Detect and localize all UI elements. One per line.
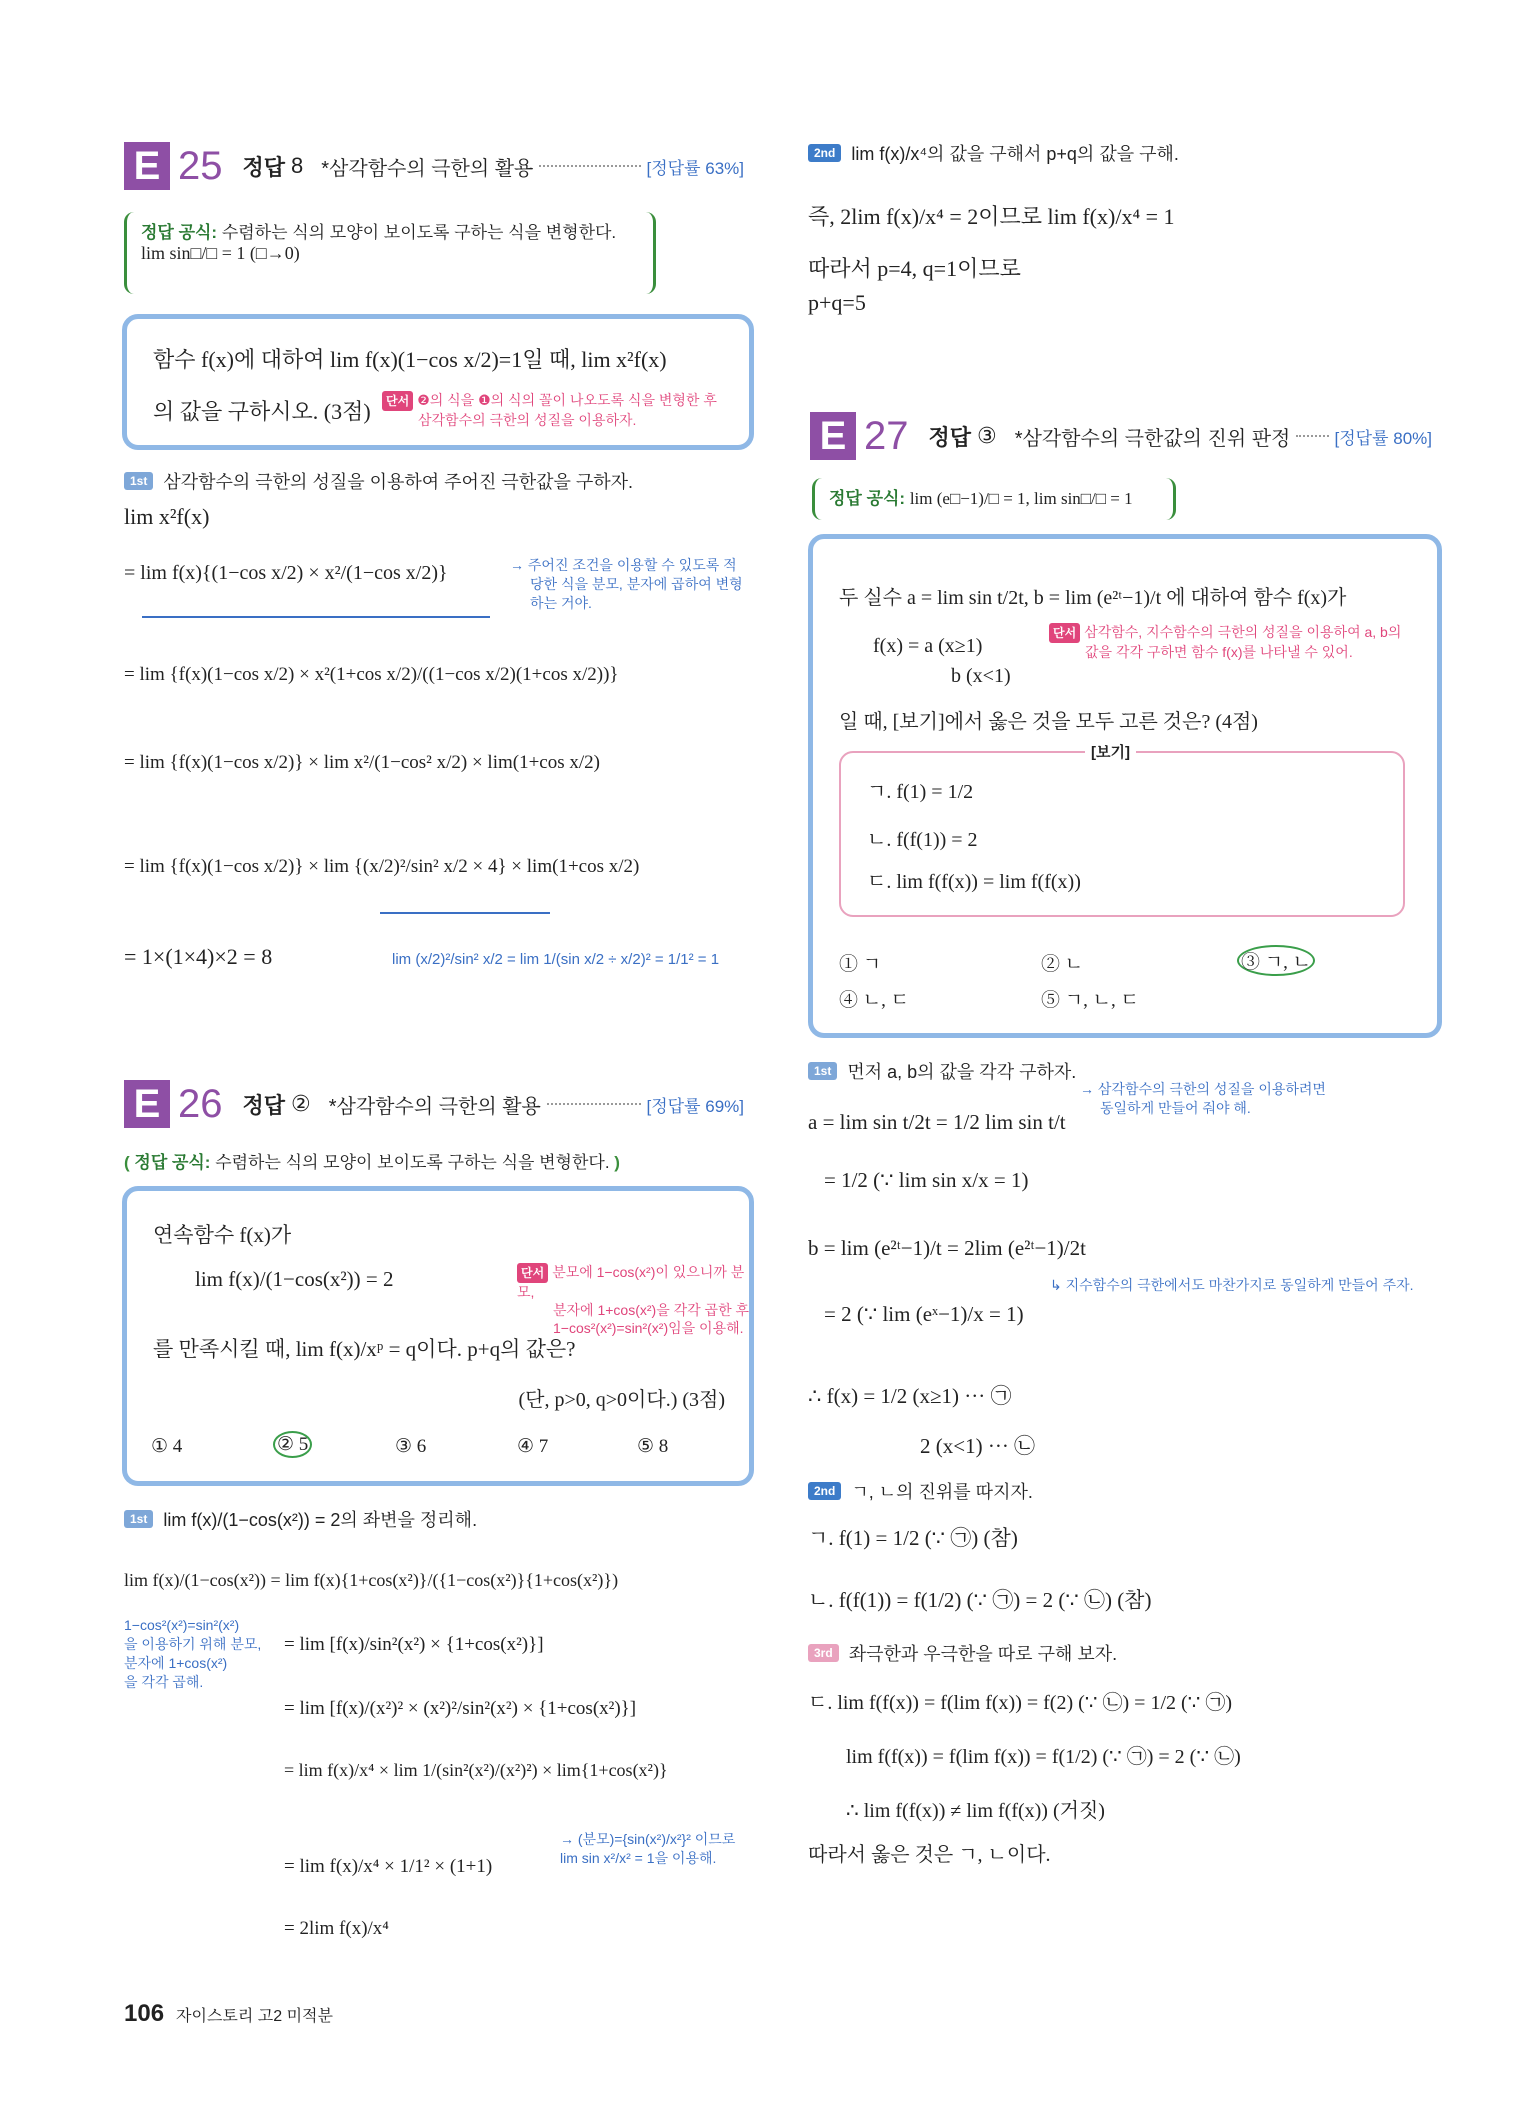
e25-rate: [정답률 63%] <box>646 158 744 178</box>
e26-header <box>124 1080 744 1128</box>
right-line-2: p+q=5 <box>808 290 866 315</box>
e26-choice-2[interactable] <box>273 1431 312 1458</box>
e27-sol1-2: b = lim (e²ᵗ−1)/t = 2lim (e²ᵗ−1)/2t <box>808 1236 1086 1260</box>
page-number: 106 <box>124 2000 165 2027</box>
e26-rate: [정답률 69%] <box>646 1096 744 1116</box>
e25-tip-tag: 단서 <box>382 391 413 411</box>
e26-answer-mark: ② 5 <box>273 1431 312 1458</box>
e27-sol1-1: = 1/2 (∵ lim sin x/x = 1) <box>824 1168 1029 1192</box>
e27-answer-label: 정답 <box>928 424 972 450</box>
e27-bogi-item-1: ㄱ. f(1) = 1/2 <box>867 781 974 803</box>
e27-sol3-2: ∴ lim f(f(x)) ≠ lim f(f(x)) (거짓) <box>846 1800 1105 1822</box>
e25-note1-line2: 당한 식을 분모, 분자에 곱하여 변형 <box>530 576 743 592</box>
e27-bogi-item-2: ㄴ. f(f(1)) = 2 <box>867 829 978 851</box>
e25-sol-0: lim x²f(x) <box>124 504 210 529</box>
e26-sol-4: = lim f(x)/x⁴ × 1/1² × (1+1) <box>284 1856 493 1877</box>
e26-note1-line4: 을 각각 곱해. <box>124 1674 204 1690</box>
e25-note1-line1: 주어진 조건을 이용할 수 있도록 적 <box>527 557 737 573</box>
e26-topic: *삼각함수의 극한의 활용 <box>328 1095 541 1118</box>
e27-step1-text: 먼저 a, b의 값을 각각 구하자. <box>847 1062 1077 1082</box>
e27-step2-tag: 2nd <box>808 1482 841 1500</box>
e26-number: 26 <box>178 1081 223 1126</box>
e27-problem-f1: f(x) = a (x≥1) <box>873 635 983 657</box>
e26-label: E <box>124 1080 170 1128</box>
e25-underline <box>142 616 490 618</box>
e27-step3-tag: 3rd <box>808 1644 839 1662</box>
e25-formula-math: lim sin□/□ = 1 (□→0) <box>141 243 300 263</box>
e25-sol-2: = lim {f(x)(1−cos x/2) × x²(1+cos x/2)/((1−cos x/2)(1+cos x/2))} <box>124 664 619 685</box>
e27-note1-line2: 동일하게 만들어 줘야 해. <box>1100 1100 1251 1116</box>
e26-tip <box>517 1263 749 1337</box>
e26-problem-box <box>122 1186 754 1486</box>
e25-note2: lim (x/2)²/sin² x/2 = lim 1/(sin x/2 ÷ x/2)² = 1/1² = 1 <box>392 951 720 968</box>
e27-sol3-3: 따라서 옳은 것은 ㄱ, ㄴ이다. <box>808 1844 1051 1866</box>
e26-formula-text: 수렴하는 식의 모양이 보이도록 구하는 식을 변형한다. <box>215 1153 610 1172</box>
e27-number: 27 <box>864 413 909 458</box>
e26-step1-tag: 1st <box>124 1510 153 1528</box>
e25-problem-line1: 함수 f(x)에 대하여 lim f(x)(1−cos x/2)=1일 때, lim x²f(x) <box>153 347 667 372</box>
right-line-0: 즉, 2lim f(x)/x⁴ = 2이므로 lim f(x)/x⁴ = 1 <box>808 204 1175 229</box>
e26-formula-label: 정답 공식: <box>134 1153 211 1172</box>
e27-choice-3[interactable] <box>1237 945 1315 976</box>
e27-sol2-1: ㄴ. f(f(1)) = f(1/2) (∵ ㉠) = 2 (∵ ㉡) (참) <box>808 1588 1152 1612</box>
e25-note1-line3: 하는 거야. <box>530 595 592 611</box>
e26-choice-5[interactable]: ⑤ 8 <box>637 1436 669 1457</box>
e25-answer-label: 정답 <box>242 154 286 180</box>
e27-choice-5[interactable]: ⑤ ㄱ, ㄴ, ㄷ <box>1041 990 1139 1011</box>
e26-answer-label: 정답 <box>242 1092 286 1118</box>
e27-rate: [정답률 80%] <box>1334 428 1432 448</box>
e27-choice-2[interactable]: ② ㄴ <box>1041 954 1084 975</box>
e27-tip-line2: 값을 각각 구하면 함수 f(x)를 나타낼 수 있어. <box>1085 644 1353 660</box>
e27-bogi-title: [보기] <box>1085 741 1136 762</box>
e26-problem-line1: 연속함수 f(x)가 <box>153 1223 292 1247</box>
e26-note1 <box>124 1616 261 1692</box>
e27-sol2-0: ㄱ. f(1) = 1/2 (∵ ㉠) (참) <box>808 1526 1018 1550</box>
e26-problem-cond: (단, p>0, q>0이다.) (3점) <box>518 1389 725 1411</box>
e26-note1-line2: 을 이용하기 위해 분모, <box>124 1636 262 1652</box>
e25-header <box>124 142 744 190</box>
e26-sol-2: = lim [f(x)/(x²)² × (x²)²/sin²(x²) × {1+cos(x²)}] <box>284 1698 637 1719</box>
e25-step1-tag: 1st <box>124 472 153 490</box>
e27-topic: *삼각함수의 극한값의 진위 판정 <box>1014 427 1291 450</box>
e27-header <box>810 412 1432 460</box>
e25-tip-line2: 삼각함수의 극한의 성질을 이용하자. <box>418 412 637 428</box>
e27-sol1-5: 2 (x<1) ··· ㉡ <box>920 1434 1036 1458</box>
e27-note1-line1: 삼각함수의 극한의 성질을 이용하려면 <box>1097 1081 1326 1097</box>
book-title: 자이스토리 고2 미적분 <box>176 2008 333 2025</box>
right-step2-text: lim f(x)/x⁴의 값을 구해서 p+q의 값을 구해. <box>851 144 1179 164</box>
e27-step2 <box>808 1478 1033 1504</box>
e25-formula <box>124 212 656 294</box>
e25-tip-line1: ❷의 식을 ❶의 식의 꼴이 나오도록 식을 변형한 후 <box>417 392 717 408</box>
e27-step1 <box>808 1058 1076 1084</box>
e25-problem-box <box>122 314 754 450</box>
e27-sol3-1: lim f(f(x)) = f(lim f(x)) = f(1/2) (∵ ㉠) = 2 (∵ ㉡) <box>846 1746 1241 1768</box>
e25-topic: *삼각함수의 극한의 활용 <box>321 157 534 180</box>
e26-note2-line2: lim sin x²/x² = 1을 이용해. <box>560 1850 717 1866</box>
e25-step1-text: 삼각함수의 극한의 성질을 이용하여 주어진 극한값을 구하자. <box>163 472 634 492</box>
e26-choice-3[interactable]: ③ 6 <box>395 1436 427 1457</box>
e25-number: 25 <box>178 143 223 188</box>
e26-choice-1[interactable]: ① 4 <box>151 1436 183 1457</box>
e27-note1: → 삼각함수의 극한의 성질을 이용하려면 동일하게 만들어 줘야 해. <box>1080 1081 1326 1116</box>
e27-step1-tag: 1st <box>808 1062 837 1080</box>
e25-dots <box>539 165 640 167</box>
e27-step3-text: 좌극한과 우극한을 따로 구해 보자. <box>848 1644 1118 1664</box>
e25-sol-4: = lim {f(x)(1−cos x/2)} × lim {(x/2)²/sin² x/2 × 4} × lim(1+cos x/2) <box>124 856 640 877</box>
e27-formula-math: lim (e□−1)/□ = 1, lim sin□/□ = 1 <box>909 489 1133 508</box>
e26-step1-text: lim f(x)/(1−cos(x²)) = 2의 좌변을 정리해. <box>163 1510 478 1530</box>
e27-sol3-0: ㄷ. lim f(f(x)) = f(lim f(x)) = f(2) (∵ ㉡) = 1/2 (∵ ㉠) <box>808 1692 1233 1714</box>
e27-answer-mark: ③ ㄱ, ㄴ <box>1237 945 1315 976</box>
e26-sol-0: lim f(x)/(1−cos(x²)) = lim f(x){1+cos(x²)}/({1−cos(x²)}{1+cos(x²)}) <box>124 1570 619 1590</box>
e26-choice-4[interactable]: ④ 7 <box>517 1436 549 1457</box>
e27-sol1-4: ∴ f(x) = 1/2 (x≥1) ··· ㉠ <box>808 1384 1012 1408</box>
e27-tip-tag: 단서 <box>1049 623 1080 643</box>
right-step2-tag: 2nd <box>808 144 841 162</box>
e27-problem-f2: b (x<1) <box>951 665 1011 687</box>
e26-tip-line1: 분모에 1−cos(x²)이 있으니까 분모, <box>517 1264 745 1300</box>
e25-sol-3: = lim {f(x)(1−cos x/2)} × lim x²/(1−cos² x/2) × lim(1+cos x/2) <box>124 752 600 773</box>
page-footer <box>124 2000 333 2028</box>
e25-formula-text: 수렴하는 식의 모양이 보이도록 구하는 식을 변형한다. <box>221 223 617 242</box>
e27-problem-line2: 일 때, [보기]에서 옳은 것을 모두 고른 것은? (4점) <box>839 711 1258 733</box>
e26-answer: ② <box>291 1091 311 1116</box>
right-line-1: 따라서 p=4, q=1이므로 <box>808 256 1021 281</box>
e26-dots <box>547 1103 641 1105</box>
e26-formula: ( 정답 공식: 수렴하는 식의 모양이 보이도록 구하는 식을 변형한다. ) <box>124 1153 620 1172</box>
e26-problem-math1: lim f(x)/(1−cos(x²)) = 2 <box>195 1267 394 1291</box>
e25-tip <box>382 391 717 429</box>
e27-tip <box>1049 623 1401 661</box>
e25-note1: → 주어진 조건을 이용할 수 있도록 적 당한 식을 분모, 분자에 곱하여 변형 하는 거야. <box>510 557 743 611</box>
e25-problem-line2: 의 값을 구하시오. (3점) <box>153 399 371 424</box>
e27-problem-box <box>808 534 1442 1038</box>
e27-choice-4[interactable]: ④ ㄴ, ㄷ <box>839 990 909 1011</box>
e25-sol-1: = lim f(x){(1−cos x/2) × x²/(1−cos x/2)} <box>124 562 448 584</box>
e27-dots <box>1296 435 1328 437</box>
e27-problem-line1: 두 실수 a = lim sin t/2t, b = lim (e²ᵗ−1)/t 에 대하여 함수 f(x)가 <box>839 587 1347 609</box>
e27-bogi-box <box>839 751 1405 917</box>
e27-bogi-item-3: ㄷ. lim f(f(x)) = lim f(f(x)) <box>867 871 1081 893</box>
e26-tip-line3: 1−cos²(x²)=sin²(x²)임을 이용해. <box>553 1320 744 1336</box>
e25-answer: 8 <box>291 153 304 178</box>
e26-note2: → (분모)={sin(x²)/x²}² 이므로 lim sin x²/x² = 1을 이용해. <box>560 1831 736 1866</box>
e26-note2-line1: (분모)={sin(x²)/x²}² 이므로 <box>577 1831 736 1847</box>
e25-sol-5: = 1×(1×4)×2 = 8 <box>124 944 273 969</box>
e27-step2-text: ㄱ, ㄴ의 진위를 따지자. <box>851 1482 1033 1502</box>
e27-answer: ③ <box>977 423 997 448</box>
e26-step1 <box>124 1506 477 1532</box>
e27-note2: ↳ 지수함수의 극한에서도 마찬가지로 동일하게 만들어 주자. <box>1050 1277 1414 1293</box>
e27-sol1-0: a = lim sin t/2t = 1/2 lim sin t/t <box>808 1110 1066 1134</box>
e26-tip-tag: 단서 <box>517 1263 548 1283</box>
e26-sol-3: = lim f(x)/x⁴ × lim 1/(sin²(x²)/(x²)²) × lim{1+cos(x²)} <box>284 1760 668 1780</box>
e26-note1-line3: 분자에 1+cos(x²) <box>124 1655 228 1671</box>
e26-sol-1: = lim [f(x)/sin²(x²) × {1+cos(x²)}] <box>284 1634 544 1655</box>
e25-step1 <box>124 468 633 494</box>
e27-note2-text: 지수함수의 극한에서도 마찬가지로 동일하게 만들어 주자. <box>1065 1277 1414 1293</box>
e27-formula-label: 정답 공식: <box>829 489 906 508</box>
e27-step3 <box>808 1640 1117 1666</box>
e27-tip-line1: 삼각함수, 지수함수의 극한의 성질을 이용하여 a, b의 <box>1084 624 1402 640</box>
e27-formula <box>812 478 1176 520</box>
e25-note2-bracket <box>380 912 550 914</box>
e27-choice-1[interactable]: ① ㄱ <box>839 954 882 975</box>
e25-formula-label: 정답 공식: <box>141 223 218 242</box>
right-step2 <box>808 140 1179 166</box>
e26-sol-5: = 2lim f(x)/x⁴ <box>284 1918 389 1939</box>
e27-sol1-3: = 2 (∵ lim (eˣ−1)/x = 1) <box>824 1302 1024 1326</box>
e27-label: E <box>810 412 856 460</box>
e25-label: E <box>124 142 170 190</box>
e26-note1-line1: 1−cos²(x²)=sin²(x²) <box>124 1617 240 1633</box>
e26-tip-line2: 분자에 1+cos(x²)을 각각 곱한 후 <box>553 1302 750 1318</box>
e26-problem-line2: 를 만족시킬 때, lim f(x)/xᵖ = q이다. p+q의 값은? <box>153 1337 576 1361</box>
